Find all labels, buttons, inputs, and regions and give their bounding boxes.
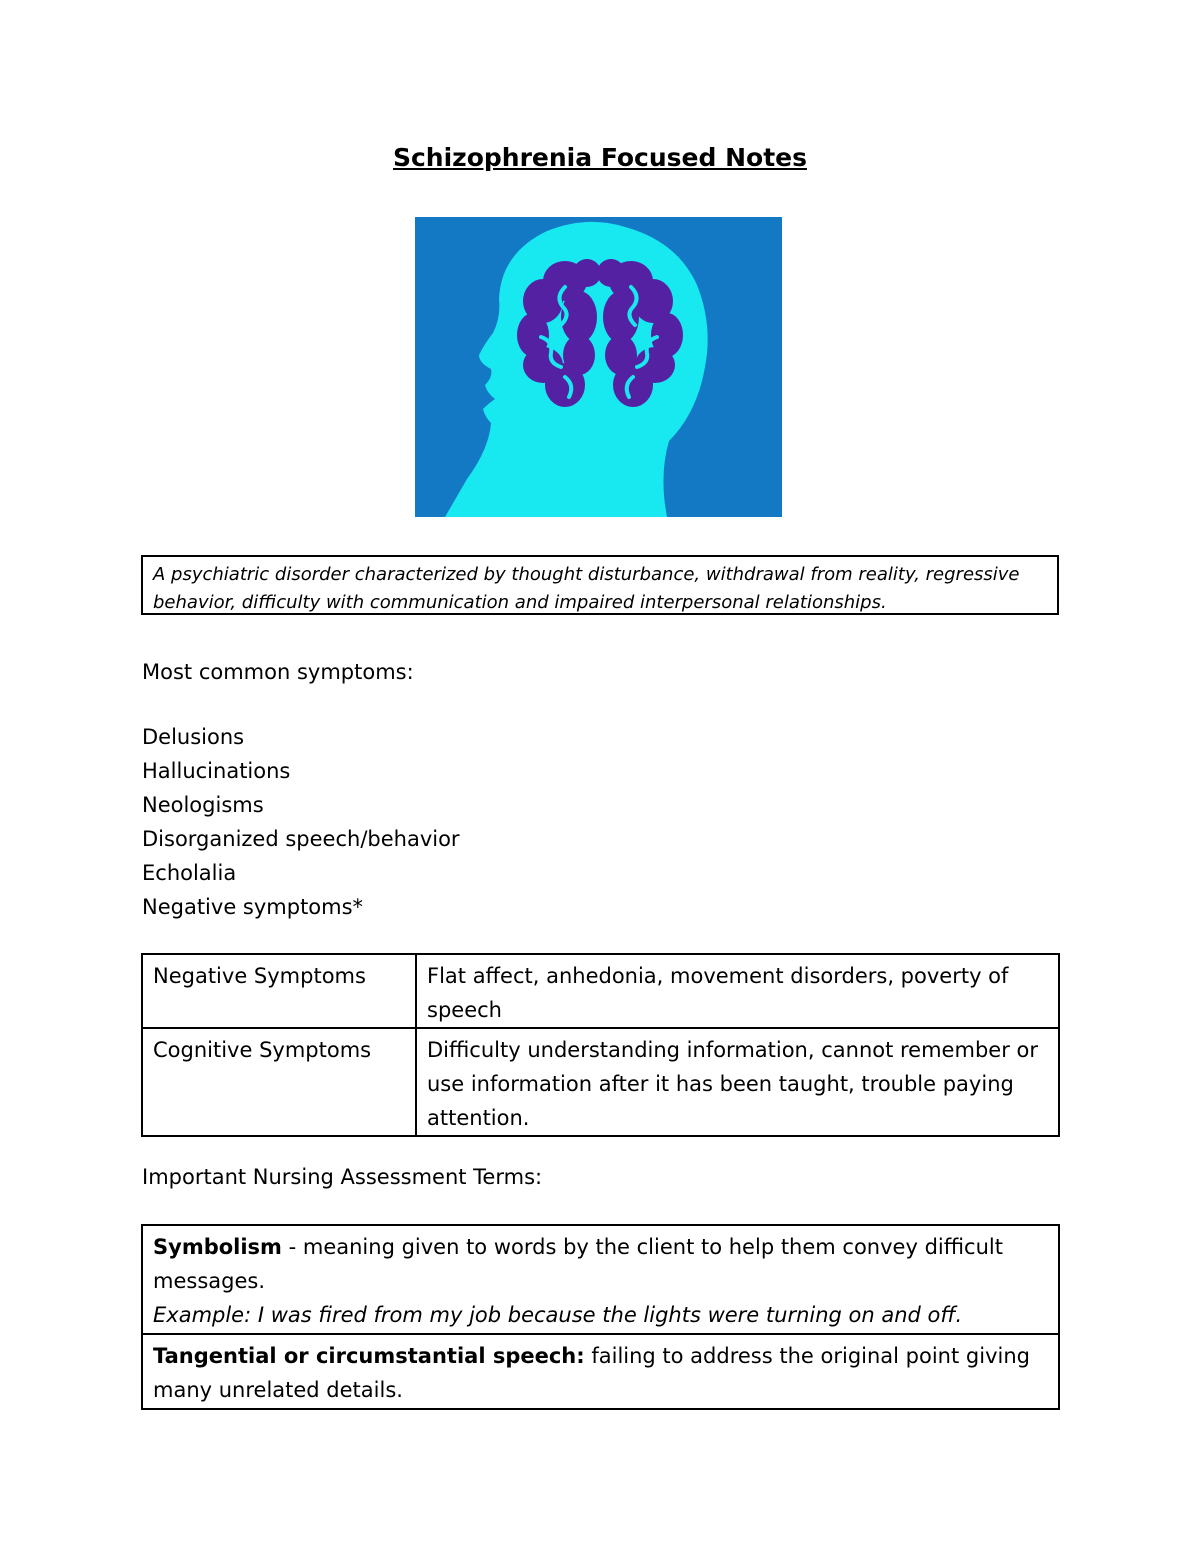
list-item: Neologisms xyxy=(142,793,264,817)
term-definition: meaning given to words by the client to help them convey difficult messages. xyxy=(153,1235,1003,1293)
list-item: Echolalia xyxy=(142,861,237,885)
table-row xyxy=(142,954,1059,1028)
list-item: Delusions xyxy=(142,725,245,749)
symptom-types-table xyxy=(141,953,1060,1137)
table-cell-description: Difficulty understanding information, cannot remember or use information after it has been taught, trouble paying attention. xyxy=(416,1028,1059,1136)
document-title: Schizophrenia Focused Notes xyxy=(392,143,807,172)
terms-box xyxy=(141,1224,1060,1410)
table-row xyxy=(142,1028,1059,1136)
table-cell-label: Cognitive Symptoms xyxy=(142,1028,416,1136)
list-item: Hallucinations xyxy=(142,759,291,783)
terms-heading: Important Nursing Assessment Terms: xyxy=(142,1165,543,1189)
term-entry xyxy=(143,1226,1058,1333)
term-example: Example: I was fired from my job because the lights were turning on and off. xyxy=(153,1303,963,1327)
head-brain-illustration xyxy=(415,217,782,517)
symptoms-heading: Most common symptoms: xyxy=(142,660,414,684)
table-cell-description: Flat affect, anhedonia, movement disorders, poverty of speech xyxy=(416,954,1059,1028)
symptom-list xyxy=(142,720,460,924)
term-separator: - xyxy=(281,1235,303,1259)
table-cell-label: Negative Symptoms xyxy=(142,954,416,1028)
list-item: Negative symptoms* xyxy=(142,895,364,919)
list-item: Disorganized speech/behavior xyxy=(142,827,460,851)
term-name: Tangential or circumstantial speech: xyxy=(153,1344,585,1368)
term-name: Symbolism xyxy=(153,1235,282,1259)
term-definition: failing to address the original point giving many unrelated details. xyxy=(153,1344,1030,1402)
term-entry xyxy=(143,1333,1058,1408)
definition-box: A psychiatric disorder characterized by thought disturbance, withdrawal from reality, regressive behavior, difficulty with communication and impaired interpersonal relationships. xyxy=(141,555,1059,615)
